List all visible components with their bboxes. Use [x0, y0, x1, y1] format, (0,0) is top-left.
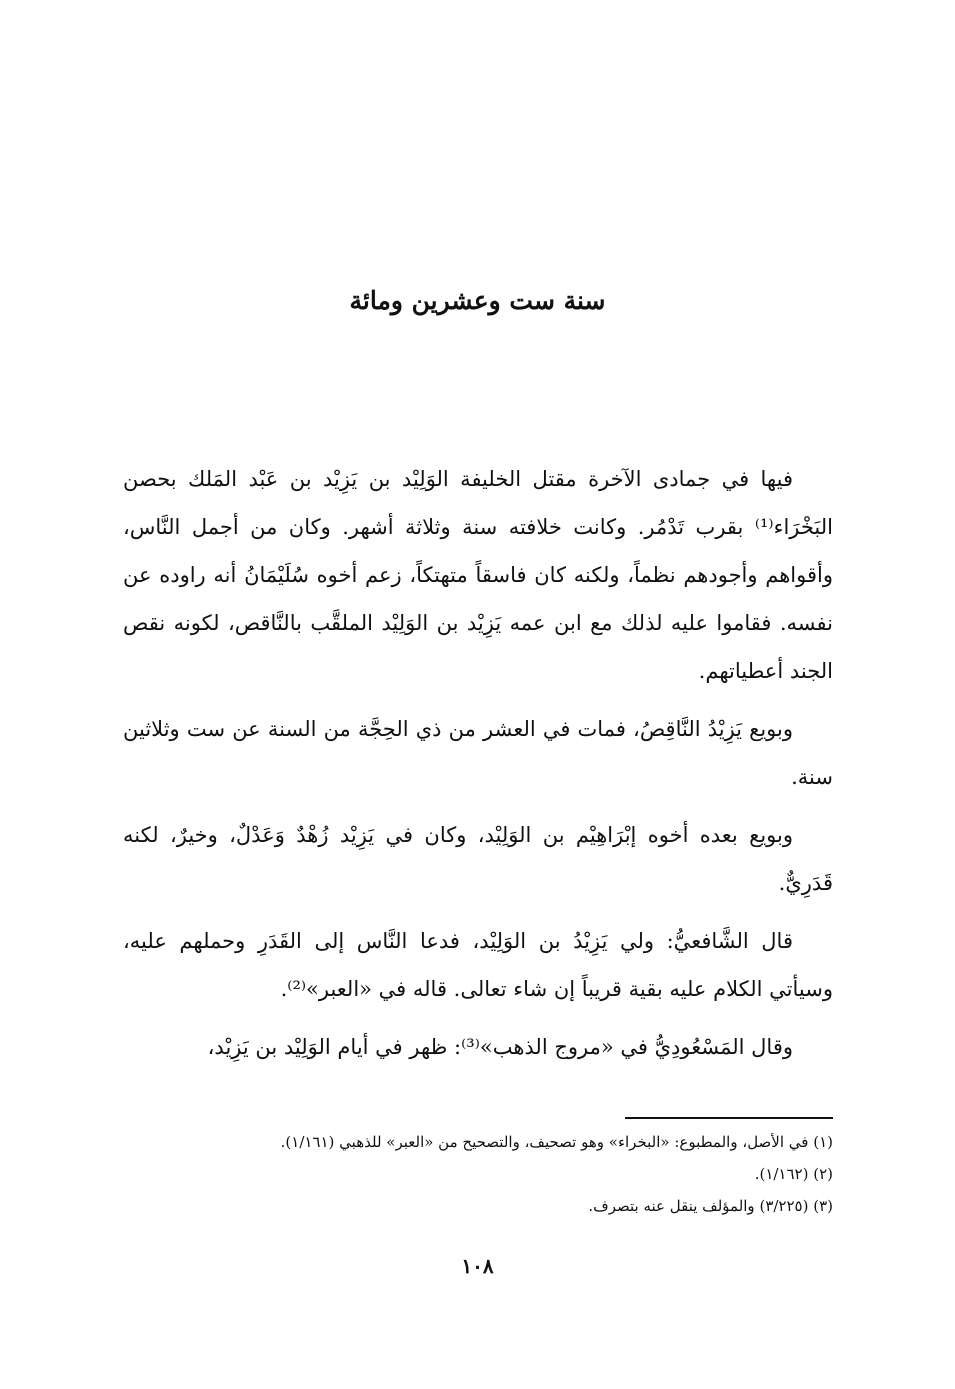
paragraph: وقال المَسْعُودِيُّ في «مروج الذهب»⁽³⁾: ظهر في أيام الوَلِيْد بن يَزِيْد، [207, 1035, 793, 1059]
main-text [123, 455, 833, 1081]
paragraph: وبويع يَزِيْدُ النَّاقِصُ، فمات في العشر من ذي الحِجَّة من السنة عن ست وثلاثين سنة. [123, 717, 833, 789]
footnotes [123, 1126, 833, 1222]
footnote-divider [625, 1117, 833, 1119]
paragraph: وبويع بعده أخوه إبْرَاهِيْم بن الوَلِيْد، وكان في يَزِيْد زُهْدٌ وَعَدْلٌ، وخيرٌ، لكنه قَدَرِيٌّ. [123, 823, 833, 895]
paragraph: فيها في جمادى الآخرة مقتل الخليفة الوَلِيْد بن يَزِيْد بن عَبْد المَلك بحصن البَخْرَاء⁽¹⁾ بقرب تَدْمُر. وكانت خلافته سنة وثلاثة أشهر. وكان من أجمل النَّاس، وأقواهم وأجودهم نظماً، ولكنه كان فاسقاً متهتكاً، زعم أخوه سُلَيْمَانُ أنه راوده عن نفسه. فقاموا عليه لذلك مع ابن عمه يَزِيْد بن الوَلِيْد الملقَّب بالنَّاقص، لكونه نقص الجند أعطياتهم. [123, 467, 833, 683]
footnote: (٢) (١/١٦٢). [754, 1165, 833, 1183]
page-number: ١٠٨ [461, 1254, 494, 1278]
footnote: (٣) (٣/٢٢٥) والمؤلف ينقل عنه بتصرف. [588, 1197, 833, 1215]
footnote: (١) في الأصل، والمطبوع: «البخراء» وهو تصحيف، والتصحيح من «العبر» للذهبي (١/١٦١). [280, 1133, 833, 1151]
paragraph: قال الشَّافعيُّ: ولي يَزِيْدُ بن الوَلِيْد، فدعا النَّاس إلى القَدَرِ وحملهم عليه، وسيأتي الكلام عليه بقية قريباً إن شاء تعالى. قاله في «العبر»⁽²⁾. [123, 929, 833, 1001]
chapter-title: سنة ست وعشرين ومائة [349, 286, 606, 315]
